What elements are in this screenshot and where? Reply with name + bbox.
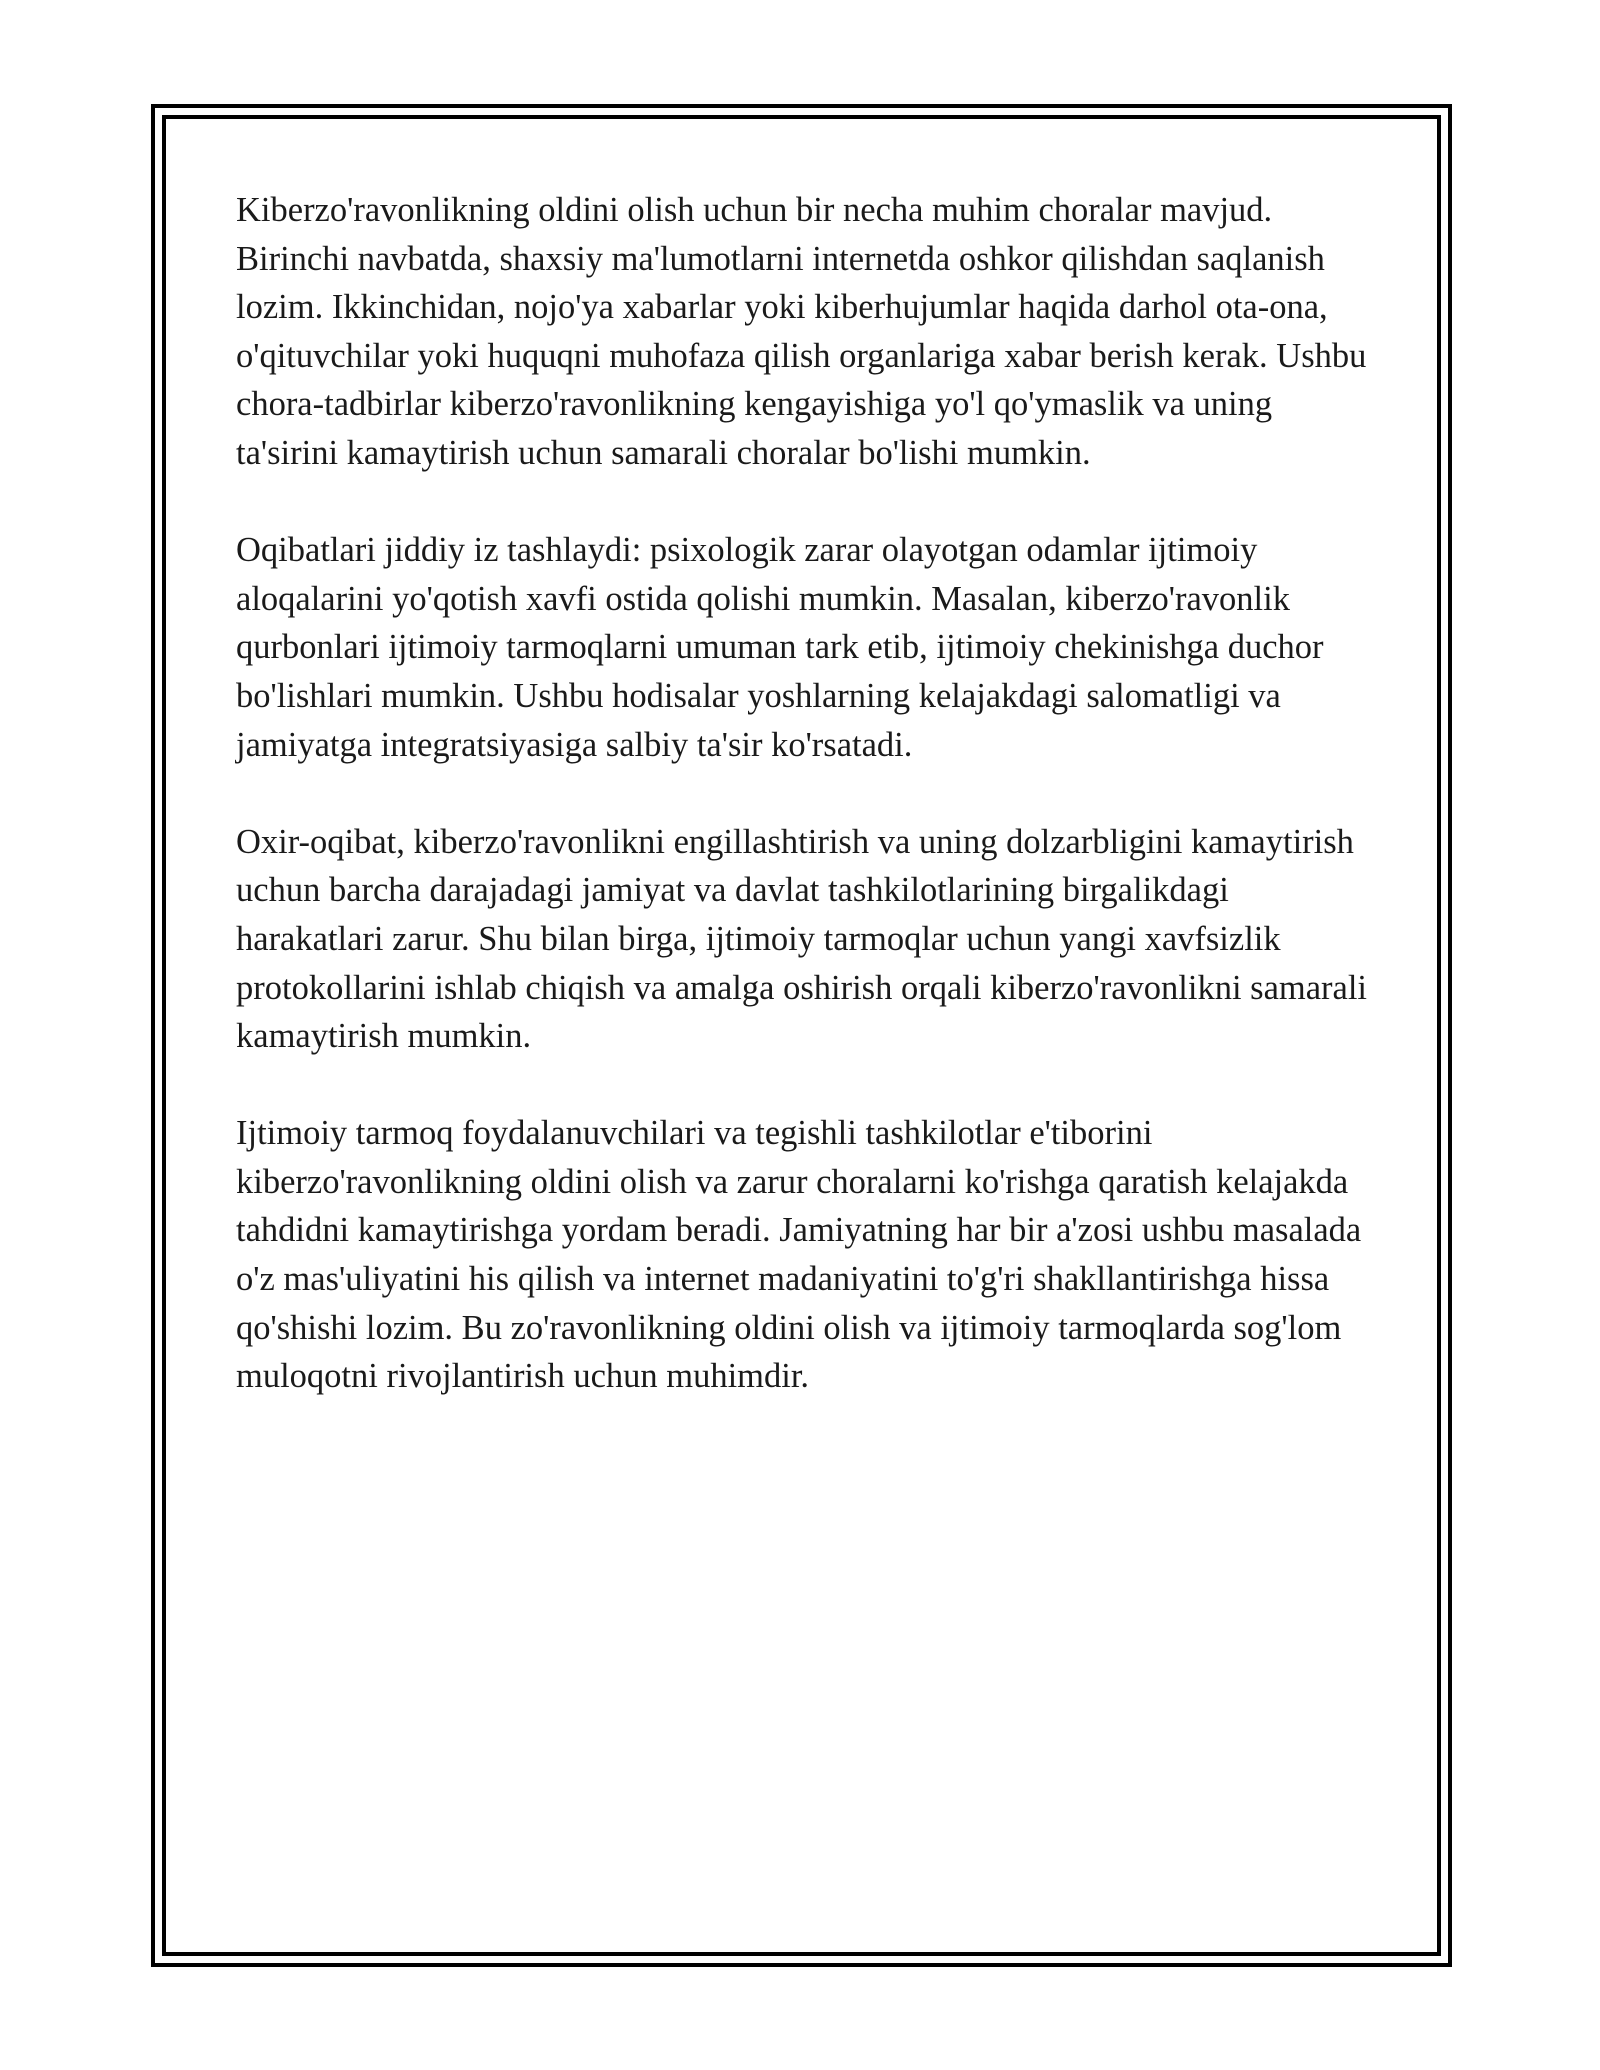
paragraph-1: Kiberzo'ravonlikning oldini olish uchun bir necha muhim choralar mavjud. Birinchi navbatda, shaxsiy ma'lumotlarni internetda oshkor qilishdan saqlanish lozim. Ikkinchidan, nojo'ya xabarlar yoki kiberhujumlar haqida darhol ota-ona, o'qituvchilar yoki huquqni muhofaza qilish organlariga xabar berish kerak. Ushbu chora-tadbirlar kiberzo'ravonlikning kengayishiga yo'l qo'ymaslik va uning ta'sirini kamaytirish uchun samarali choralar bo'lishi mumkin. [236,191,1367,472]
paragraph-2: Oqibatlari jiddiy iz tashlaydi: psixologik zarar olayotgan odamlar ijtimoiy aloqalarini yo'qotish xavfi ostida qolishi mumkin. Masalan, kiberzo'ravonlik qurbonlari ijtimoiy tarmoqlarni umuman tark etib, ijtimoiy chekinishga duchor bo'lishlari mumkin. Ushbu hodisalar yoshlarning kelajakdagi salomatligi va jamiyatga integratsiyasiga salbiy ta'sir ko'rsatadi. [236,531,1324,764]
document-body [236,186,1376,1449]
paragraph-4: Ijtimoiy tarmoq foydalanuvchilari va tegishli tashkilotlar e'tiborini kiberzo'ravonlikning oldini olish va zarur choralarni ko'rishga qaratish kelajakda tahdidni kamaytirishga yordam beradi. Jamiyatning har bir a'zosi ushbu masalada o'z mas'uliyatini his qilish va internet madaniyatini to'g'ri shakllantirishga hissa qo'shishi lozim. Bu zo'ravonlikning oldini olish va ijtimoiy tarmoqlarda sog'lom muloqotni rivojlantirish uchun muhimdir. [236,1114,1362,1396]
paragraph-3: Oxir-oqibat, kiberzo'ravonlikni engillashtirish va uning dolzarbligini kamaytirish uchun barcha darajadagi jamiyat va davlat tashkilotlarining birgalikdagi harakatlari zarur. Shu bilan birga, ijtimoiy tarmoqlar uchun yangi xavfsizlik protokollarini ishlab chiqish va amalga oshirish orqali kiberzo'ravonlikni samarali kamaytirish mumkin. [236,822,1368,1056]
